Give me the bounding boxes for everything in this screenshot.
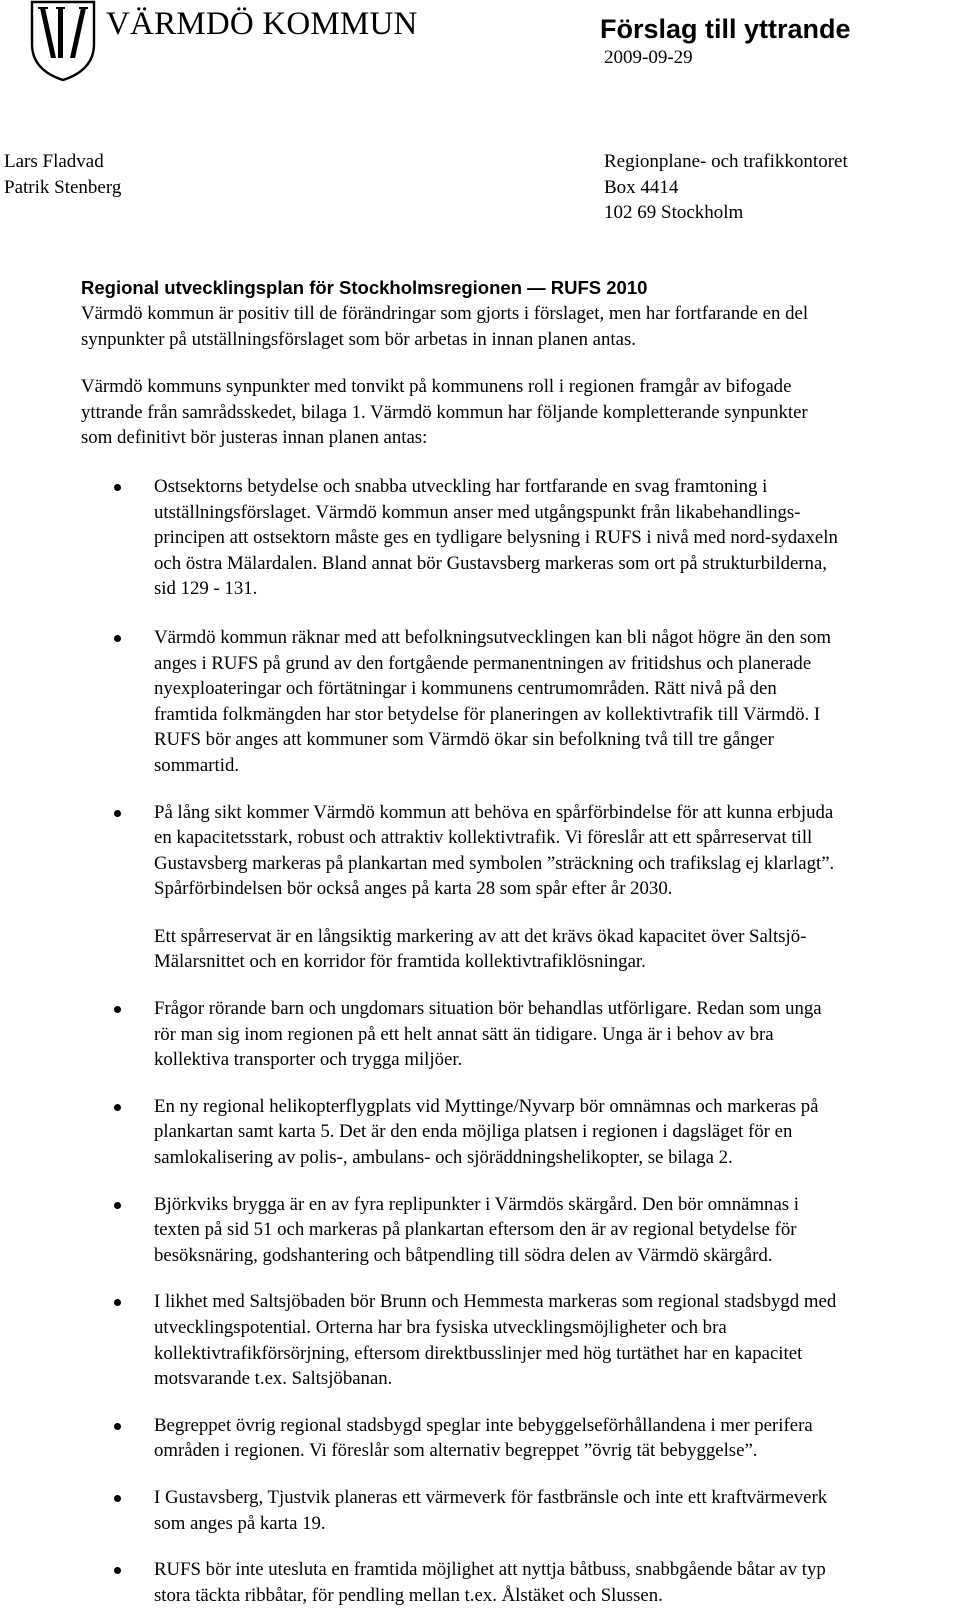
bullet-icon	[114, 1104, 121, 1111]
bullet-item	[81, 1413, 960, 1464]
bullet-item	[81, 1192, 960, 1269]
text-line: yttrande från samrådsskedet, bilaga 1. Värmdö kommun har följande kompletterande synpunkter	[81, 401, 808, 423]
text-line: Värmdö kommun räknar med att befolkningsutvecklingen kan bli något högre än den som	[154, 626, 832, 648]
text-line: synpunkter på utställningsförslaget som bör arbetas in innan planen antas.	[81, 328, 636, 350]
text-line: Ostsektorns betydelse och snabba utveckling har fortfarande en svag framtoning i	[154, 475, 768, 497]
bullet-item	[81, 474, 960, 602]
recipient-line: Regionplane- och trafikkontoret	[604, 151, 848, 172]
text-line: Gustavsberg markeras på plankartan med symbolen ”sträckning och trafikslag ej klarlagt”.	[154, 852, 835, 874]
text-line: framtida folkmängden har stor betydelse för planeringen av kollektivtrafik till Värmdö. I	[154, 703, 821, 725]
document-date: 2009-09-29	[604, 47, 693, 68]
bullet-icon	[114, 1006, 121, 1013]
text-line: Begreppet övrig regional stadsbygd speglar inte bebyggelseförhållandena i mer perifera	[154, 1414, 813, 1436]
bullet-list	[81, 474, 960, 1608]
text-line: nyexploateringar och förtätningar i kommunens centrumområden. Rätt nivå på den	[154, 678, 777, 700]
text-line: samlokalisering av polis-, ambulans- och sjöräddningshelikopter, se bilaga 2.	[154, 1147, 733, 1169]
subject-heading: Regional utvecklingsplan för Stockholmsregionen — RUFS 2010	[81, 277, 648, 298]
bullet-icon	[114, 1299, 121, 1306]
bullet-item	[81, 1557, 960, 1608]
text-line: På lång sikt kommer Värmdö kommun att behöva en spårförbindelse för att kunna erbjuda	[154, 801, 834, 823]
second-paragraph	[81, 374, 960, 451]
municipal-coat-of-arms-logo	[28, 0, 98, 82]
text-line: Frågor rörande barn och ungdomars situation bör behandlas utförligare. Redan som unga	[154, 998, 822, 1020]
text-line: besöksnäring, godshantering och båtpendling till södra delen av Värmdö skärgård.	[154, 1244, 773, 1266]
bullet-item	[81, 1094, 960, 1171]
text-line: Spårförbindelsen bör också anges på karta 28 som spår efter år 2030.	[154, 878, 673, 900]
text-line: Mälarsnittet och en korridor för framtida kollektivtrafiklösningar.	[154, 951, 646, 973]
text-line: principen att ostsektorn måste ges en tydligare belysning i RUFS i nivå med nord-sydaxeln	[154, 527, 838, 549]
bullet-item	[81, 800, 960, 902]
text-line: motsvarande t.ex. Saltsjöbanan.	[154, 1368, 393, 1390]
text-line: RUFS bör inte utesluta en framtida möjlighet att nyttja båtbuss, snabbgående båtar av typ	[154, 1559, 826, 1581]
text-line: I Gustavsberg, Tjustvik planeras ett värmeverk för fastbränsle och inte ett kraftvärmeverk	[154, 1486, 828, 1508]
text-line: texten på sid 51 och markeras på plankartan eftersom den är av regional betydelse för	[154, 1219, 797, 1241]
text-line: Ett spårreservat är en långsiktig markering av att det krävs ökad kapacitet över Saltsjö-	[154, 925, 807, 947]
bullet-icon	[114, 1567, 121, 1574]
text-line: anges i RUFS på grund av den fortgående permanentningen av fritidshus och planerade	[154, 652, 812, 674]
text-line: som definitivt bör justeras innan planen antas:	[81, 427, 428, 449]
text-line: och östra Mälardalen. Bland annat bör Gustavsberg markeras som ort på strukturbilderna,	[154, 552, 827, 574]
bullet-followup-paragraph	[81, 924, 960, 975]
text-line: rör man sig inom regionen på ett helt annat sätt än tidigare. Unga är i behov av bra	[154, 1023, 774, 1045]
bullet-icon	[114, 1495, 121, 1502]
sender-name: Patrik Stenberg	[4, 176, 122, 198]
text-line: sommartid.	[154, 754, 240, 776]
text-line: I likhet med Saltsjöbaden bör Brunn och Hemmesta markeras som regional stadsbygd med	[154, 1291, 837, 1313]
text-line: Värmdö kommuns synpunkter med tonvikt på kommunens roll i regionen framgår av bifogade	[81, 376, 792, 398]
bullet-item	[81, 625, 960, 779]
text-line: kollektivtrafikförsörjning, eftersom direktbusslinjer med hög turtäthet har en kapacitet	[154, 1342, 803, 1364]
text-line: Björkviks brygga är en av fyra replipunkter i Värmdös skärgård. Den bör omnämnas i	[154, 1193, 800, 1215]
recipient-line: 102 69 Stockholm	[604, 202, 744, 223]
text-line: Värmdö kommun är positiv till de förändringar som gjorts i förslaget, men har fortfarande en del	[81, 303, 809, 324]
text-line: utställningsförslaget. Värmdö kommun anser med utgångspunkt från likabehandlings-	[154, 501, 801, 523]
bullet-item	[81, 1485, 960, 1536]
text-line: utvecklingspotential. Orterna har bra fysiska utvecklingsmöjligheter och bra	[154, 1317, 727, 1338]
recipient-line: Box 4414	[604, 176, 679, 198]
text-line: områden i regionen. Vi föreslår som alternativ begreppet ”övrig tät bebyggelse”.	[154, 1440, 758, 1462]
text-line: En ny regional helikopterflygplats vid Myttinge/Nyvarp bör omnämnas och markeras på	[154, 1095, 819, 1117]
text-line: plankartan samt karta 5. Det är den enda möjliga platsen i regionen i dagsläget för en	[154, 1121, 793, 1143]
bullet-icon	[114, 1202, 121, 1209]
text-line: RUFS bör anges att kommuner som Värmdö ökar sin befolkning två till tre gånger	[154, 729, 774, 751]
bullet-icon	[114, 635, 121, 642]
sender-name: Lars Fladvad	[4, 151, 104, 172]
sender-block	[4, 149, 121, 200]
organization-name: VÄRMDÖ KOMMUN	[106, 6, 418, 42]
text-line: stora täckta ribbåtar, för pendling mellan t.ex. Ålstäket och Slussen.	[154, 1584, 663, 1606]
bullet-icon	[114, 1423, 121, 1430]
bullet-item	[81, 996, 960, 1073]
intro-paragraph	[81, 301, 960, 352]
text-line: kollektiva transporter och trygga miljöer.	[154, 1049, 463, 1071]
recipient-address-block	[604, 149, 848, 226]
document-title: Förslag till yttrande	[600, 14, 851, 44]
text-line: som anges på karta 19.	[154, 1512, 326, 1534]
text-line: sid 129 - 131.	[154, 578, 258, 600]
bullet-item	[81, 1289, 960, 1391]
letter-body	[81, 276, 960, 1608]
bullet-icon	[114, 810, 121, 817]
bullet-icon	[114, 484, 121, 491]
text-line: en kapacitetsstark, robust och attraktiv kollektivtrafik. Vi föreslår att ett spårreservat till	[154, 827, 813, 849]
